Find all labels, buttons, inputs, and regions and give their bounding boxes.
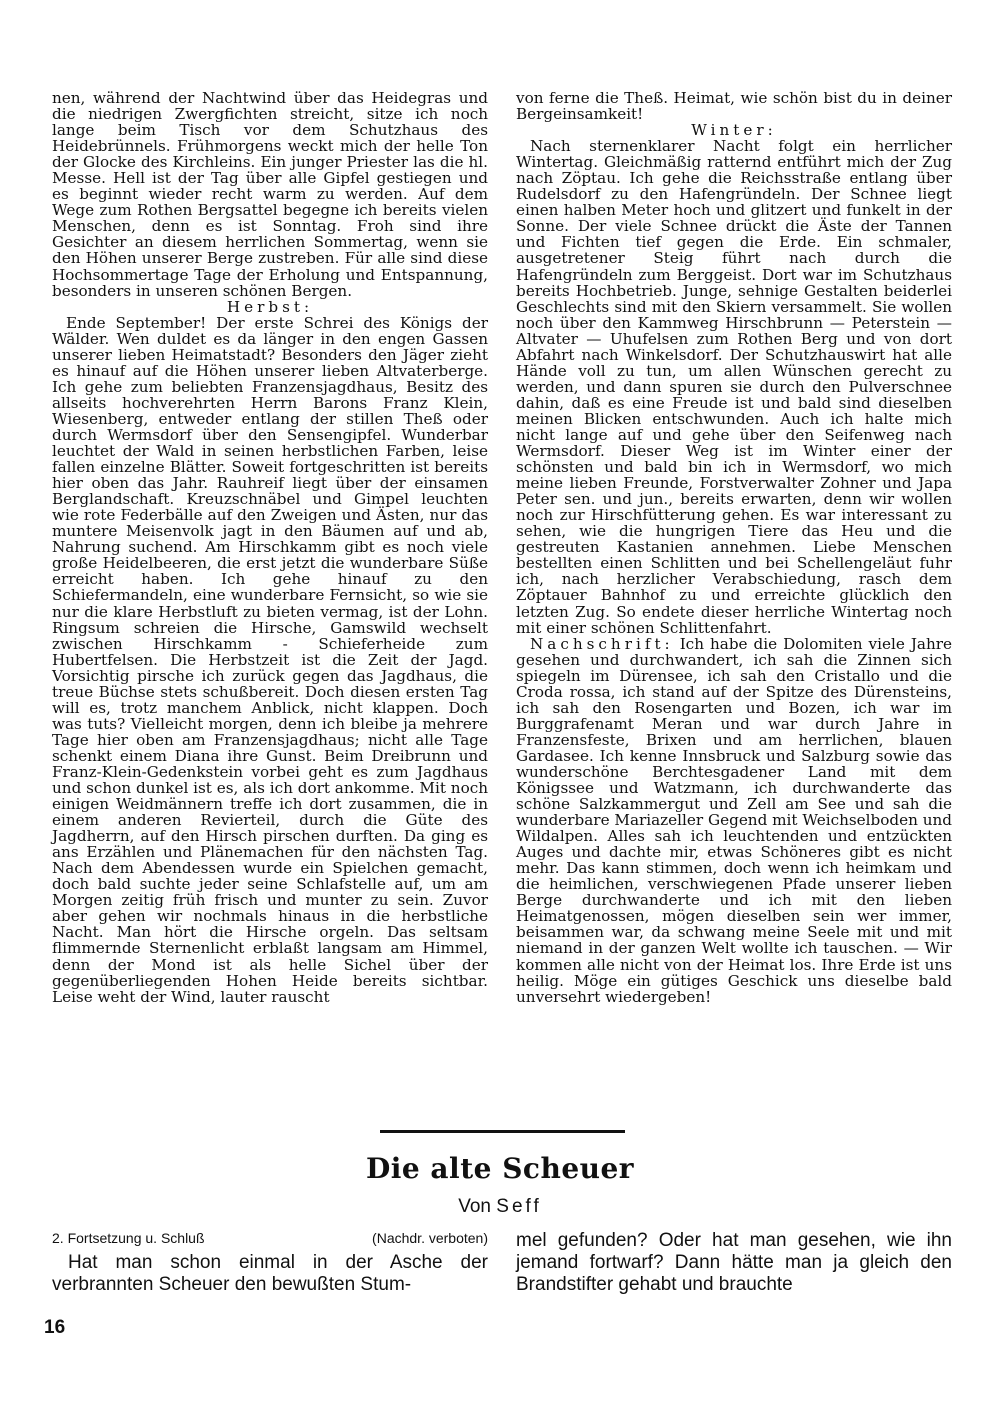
story-subline [52,1230,488,1246]
page-number: 16 [44,1317,66,1338]
right-column [516,90,952,1005]
postscript-text: Ich habe die Dolomiten viele Jahre gesehen und durchwandert, ich sah die Zinnen sich spiegeln im Dürensee, ich sah den Cristallo und die Croda rossa, ich stand auf der Spitze des Dürensteins, ich sah den Rosengarten und Bozen, ich war im Burggrafenamt Meran und war durch Jahre in Franzensfeste, Brixen und am herrlichen, blauen Gardasee. Ich kenne Innsbruck und Salzburg sowie das wunderschöne Berchtesgadener Land mit dem Königssee und Watzmann, ich durchwanderte das schöne Salzkammergut und Zell am See und sah die wunderbare Mariazeller Gegend mit Weichselboden und Wildalpen. Alles sah ich leuchtenden und entzückten Auges und dachte mir, etwas Schöneres gibt es nicht mehr. Das kann stimmen, doch wenn ich heimkam und die heimlichen, verschwiegenen Pfade unserer lieben Berge durchwanderte und ich mit den lieben Heimatgenossen, mögen dieselben sein wer immer, beisammen war, da schwang meine Seele mit und mit niemand in der ganzen Welt wollte ich tauschen. — Wir kommen alle nicht von der Heimat los. Ihre Erde ist uns heilig. Möge ein gütiges Geschick uns dieselbe bald unversehrt wiedergeben! [516,634,953,1006]
author-name: Seff [496,1196,542,1217]
heading-winter: Winter: [691,121,777,140]
story-text-right: mel gefunden? Oder hat man gesehen, wie ihn jemand fortwarf? Dann hätte man ja gleich den Brandstifter gehabt und brauchte [516,1230,952,1295]
heading-postscript: Nachschrift: [530,634,674,653]
paragraph-summer-end: nen, während der Nachtwind über das Heidegras und die niedrigen Zwergfichten streicht, sitze ich noch lange beim Tisch vor dem Schutzhaus des Heidebrünnels. Frühmorgens weckt mich der helle Ton der Glocke des Kirchleins. Ein junger Priester las die hl. Messe. Hell ist der Tag über alle Gipfel gestiegen und es beginnt wieder recht warm zu werden. Auf dem Wege zum Rothen Bergsattel begegne ich bereits vielen Menschen, denn es ist Sonntag. Froh sind ihre Gesichter an diesem herrlichen Sommertag, wenn sie den Höhen unserer Berge zustreben. Für alle sind diese Hochsommertage Tage der Erholung und Entspannung, besonders in unseren schönen Bergen. [52,89,488,300]
story-text-left: Hat man schon einmal in der Asche der verbrannten Scheuer den bewußten Stum- [52,1252,488,1295]
paragraph-postscript [516,636,952,1005]
left-column [52,90,488,1005]
heading-autumn: Herbst: [226,297,314,316]
author-prefix: Von [458,1196,491,1217]
paragraph-autumn-end: von ferne die Theß. Heimat, wie schön bist du in deiner Bergeinsamkeit! [516,89,952,124]
section-divider [380,1130,625,1133]
rights-note: (Nachdr. verboten) [372,1230,488,1246]
story-title: Die alte Scheuer [365,1152,635,1185]
continuation-note: 2. Fortsetzung u. Schluß [52,1230,205,1246]
paragraph-autumn: Ende September! Der erste Schrei des Königs der Wälder. Wen duldet es da länger in den engen Gassen unserer lieben Heimatstadt? Besonders den Jäger zieht es hinauf auf die Höhen unserer lieben Altvaterberge. Ich gehe zum beliebten Franzensjagdhaus, Besitz des allseits hochverehrten Herrn Barons Franz Klein, Wiesenberg, entweder entlang der stillen Theß oder durch Wermsdorf über den Sensengipfel. Wunderbar leuchtet der Wald in seinen herbstlichen Farben, leise fallen einzelne Blätter. Soweit fortgeschritten ist bereits hier oben das Jahr. Rauhreif liegt über der einsamen Berglandschaft. Kreuzschnäbel und Gimpel leuchten wie rote Federbälle auf den Zweigen und Ästen, nur das muntere Meisenvolk jagt in den Bäumen auf und ab, Nahrung suchend. Am Hirschkamm gibt es noch viele große Heidelbeeren, die erst jetzt die wunderbare Süße erreicht haben. Ich gehe hinauf zu den Schiefermandeln, eine wunderbare Fernsicht, so wie sie nur die klare Herbstluft zu bieten vermag, ist der Lohn. Ringsum schreien die Hirsche, Gamswild wechselt zwischen Hirschkamm - Schieferheide zum Hubertfelsen. Die Herbstzeit ist die Zeit der Jagd. Vorsichtig pirsche ich zurück gegen das Jagdhaus, die treue Büchse stets schußbereit. Doch diesen ersten Tag will es, trotz manchem Anblick, nicht klappen. Doch was tuts? Vielleicht morgen, denn ich bleibe ja mehrere Tage hier oben am Franzensjagdhaus; nicht alle Tage schenkt einem Diana ihre Gunst. Beim Dreibrunn und Franz-Klein-Gedenkstein vorbei geht es zum Jagdhaus und schon dunkel ist es, als ich dort ankomme. Mit noch einigen Weidmännern treffe ich dort zusammen, die in einem anderen Revierteil, durch die Güte des Jagdherrn, auf den Hirsch pirschen durften. Da ging es ans Erzählen und Plänemachen für den nächsten Tag. Nach dem Abendessen wurde ein Spielchen gemacht, doch bald suchte jeder seine Schlafstelle auf, um am Morgen zeitig früh frisch und munter zu sein. Zuvor aber gehen wir nochmals hinaus in die herbstliche Nacht. Man hört die Hirsche orgeln. Das seltsam flimmernde Sternenlicht erblaßt langsam am Himmel, denn der Mond ist als helle Sichel über der gegenüberliegenden Hohen Heide bereits sichtbar. Leise weht der Wind, lauter rauscht [52,313,488,1006]
author-line [0,1196,1000,1218]
paragraph-winter: Nach sternenklarer Nacht folgt ein herrlicher Wintertag. Gleichmäßig ratternd entführt mich der Zug nach Zöptau. Ich gehe die Reichsstraße entlang über Rudelsdorf zu den Hafengründeln. Der Schnee liegt einen halben Meter hoch und glitzert und funkelt in der Sonne. Der viele Schnee drückt die Äste der Tannen und Fichten tief gegen die Erde. Ein schmaler, ausgetretener Steig führt nach durch die Hafengründeln zum Berggeist. Dort war im Schutzhaus bereits Hochbetrieb. Junge, sehnige Gestalten beiderlei Geschlechts sind mit den Skiern versammelt. Sie wollen noch über den Kammweg Hirschbrunn — Peterstein — Altvater — Uhufelsen zum Rothen Berg und von dort Abfahrt nach Winkelsdorf. Der Schutzhauswirt hat alle Hände voll zu tun, um allen Wünschen gerecht zu werden, und dann spuren sie durch den Pulverschnee dahin, daß es eine Freude ist und bald sind dieselben meinen Blicken entschwunden. Auch ich halte mich nicht lange auf und gehe über den Seifenweg nach Wermsdorf. Dieser Weg ist im Winter einer der schönsten und bald bin ich in Wermsdorf, wo mich meine lieben Freunde, Forstverwalter Zohner und Japa Peter sen. und jun., bereits erwarten, denn wir wollen noch zur Hirschfütterung gehen. Es war interessant zu sehen, wie die hungrigen Tiere das Heu und die gestreuten Kastanien annehmen. Liebe Menschen bestellten einen Schlitten und bei Schellengeläut fuhr ich, nach herzlicher Verabschiedung, rasch dem Zöptauer Bahnhof zu und erreichte glücklich den letzten Zug. So endete dieser herrliche Wintertag noch mit einer schönen Schlittenfahrt. [516,137,952,637]
